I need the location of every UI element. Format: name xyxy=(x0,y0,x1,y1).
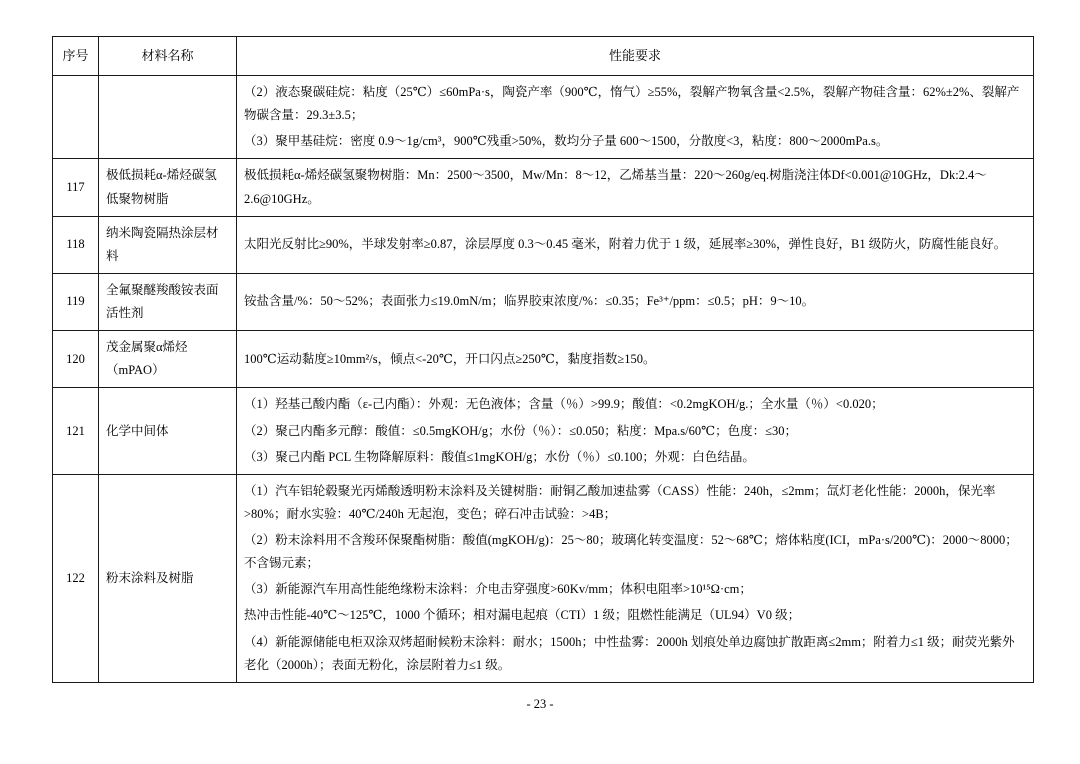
cell-requirements xyxy=(237,76,1034,159)
cell-requirements xyxy=(237,331,1034,388)
cell-requirements xyxy=(237,216,1034,273)
table-header xyxy=(53,37,1034,76)
table-row xyxy=(53,216,1034,273)
requirement-line: （2）聚己内酯多元醇：酸值：≤0.5mgKOH/g；水份（％）：≤0.050；粘度：Mpa.s/60℃；色度：≤30； xyxy=(244,423,797,438)
cell-material-name: 化学中间体 xyxy=(99,388,237,474)
cell-material-name: 茂金属聚α烯烃（mPAO） xyxy=(99,331,237,388)
requirement-line: （1）羟基己酸内酯（ε-己内酯）：外观：无色液体；含量（％）>99.9；酸值：<0.2mgKOH/g.；全水量（％）<0.020； xyxy=(244,397,884,412)
table-row xyxy=(53,76,1034,159)
requirement-line: （2）液态聚碳硅烷：粘度（25℃）≤60mPa·s，陶瓷产率（900℃，惰气）≥55%，裂解产物氧含量<2.5%，裂解产物硅含量：62%±2%、裂解产物碳含量：29.3±3.5； xyxy=(244,85,1020,123)
table-row xyxy=(53,331,1034,388)
cell-no: 121 xyxy=(53,388,99,474)
cell-material-name: 纳米陶瓷隔热涂层材料 xyxy=(99,216,237,273)
table-row xyxy=(53,388,1034,474)
requirement-line: （4）新能源储能电柜双涂双烤超耐候粉末涂料：耐水；1500h；中性盐雾：2000h 划痕处单边腐蚀扩散距离≤2mm；附着力≤1 级；耐荧光紫外老化（2000h）；表面无粉化，涂层附着力≤1 级。 xyxy=(244,634,1015,672)
table-row xyxy=(53,474,1034,682)
cell-no: 118 xyxy=(53,216,99,273)
requirement-line: 热冲击性能-40℃～125℃，1000 个循环；相对漏电起痕（CTI）1 级；阻燃性能满足（UL94）V0 级； xyxy=(244,608,801,623)
requirement-line: 铵盐含量/%：50～52%；表面张力≤19.0mN/m；临界胶束浓度/%：≤0.35；Fe³⁺/ppm：≤0.5；pH：9～10。 xyxy=(244,294,815,309)
requirement-line: （2）粉末涂料用不含羧环保聚酯树脂：酸值(mgKOH/g)：25～80；玻璃化转变温度：52～68℃；熔体粘度(ICI，mPa·s/200℃)：2000～8000；不含锡元素； xyxy=(244,533,1018,571)
column-header-material-name: 材料名称 xyxy=(99,37,237,76)
table-body xyxy=(53,76,1034,683)
table-row xyxy=(53,273,1034,330)
cell-requirements xyxy=(237,273,1034,330)
table-header-row xyxy=(53,37,1034,76)
cell-no: 122 xyxy=(53,474,99,682)
cell-material-name: 粉末涂料及树脂 xyxy=(99,474,237,682)
cell-material-name: 全氟聚醚羧酸铵表面活性剂 xyxy=(99,273,237,330)
materials-spec-table xyxy=(52,36,1034,683)
requirement-line: （3）聚甲基硅烷：密度 0.9～1g/cm³，900℃残重>50%，数均分子量 600～1500，分散度<3，粘度：800～2000mPa.s。 xyxy=(244,134,889,149)
requirement-line: 极低损耗α-烯烃碳氢聚物树脂：Mn：2500～3500，Mw/Mn：8～12，乙烯基当量：220～260g/eq.树脂浇注体Df<0.001@10GHz，Dk:2.4～2.6@10GHz。 xyxy=(244,168,987,206)
requirement-line: （1）汽车铝轮毂聚光丙烯酸透明粉末涂料及关键树脂：耐铜乙酸加速盐雾（CASS）性能：240h，≤2mm；氙灯老化性能：2000h，保光率>80%；耐水实验：40℃/240h 无起泡，变色；碎石冲击试验：>4B； xyxy=(244,483,996,521)
column-header-performance-requirements: 性能要求 xyxy=(237,37,1034,76)
cell-no: 120 xyxy=(53,331,99,388)
cell-no xyxy=(53,76,99,159)
table-row xyxy=(53,159,1034,216)
page-number: - 23 - xyxy=(526,697,554,711)
cell-requirements xyxy=(237,474,1034,682)
cell-requirements xyxy=(237,159,1034,216)
cell-requirements xyxy=(237,388,1034,474)
column-header-no: 序号 xyxy=(53,37,99,76)
requirement-line: （3）聚己内酯 PCL 生物降解原料：酸值≤1mgKOH/g；水份（％）≤0.100；外观：白色结晶。 xyxy=(244,449,755,464)
requirement-line: （3）新能源汽车用高性能绝缘粉末涂料：介电击穿强度>60Kv/mm；体积电阻率>10¹⁵Ω·cm； xyxy=(244,582,752,597)
cell-material-name: 极低损耗α-烯烃碳氢低聚物树脂 xyxy=(99,159,237,216)
cell-no: 117 xyxy=(53,159,99,216)
requirement-line: 太阳光反射比≥90%，半球发射率≥0.87，涂层厚度 0.3～0.45 毫米，附着力优于 1 级，延展率≥30%，弹性良好，B1 级防火，防腐性能良好。 xyxy=(244,237,1007,252)
requirement-line: 100℃运动黏度≥10mm²/s，倾点<-20℃，开口闪点≥250℃，黏度指数≥150。 xyxy=(244,351,656,366)
cell-material-name xyxy=(99,76,237,159)
cell-no: 119 xyxy=(53,273,99,330)
